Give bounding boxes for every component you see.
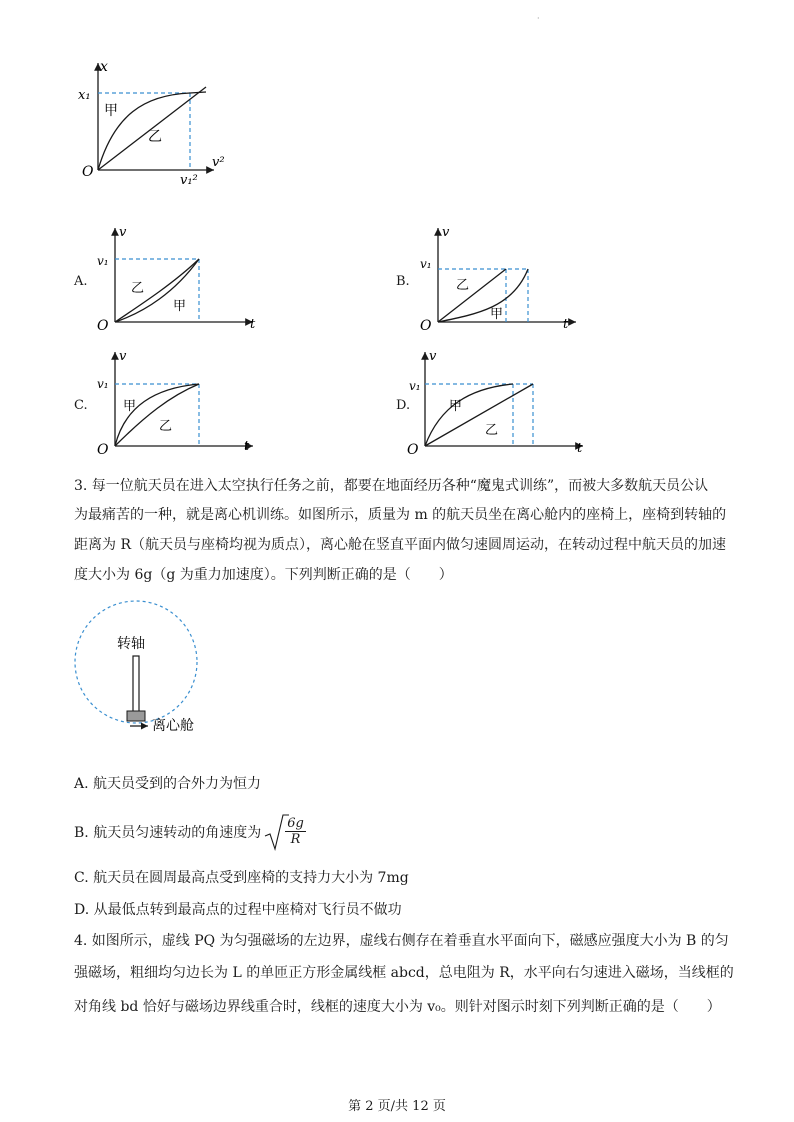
bottom-label: 乙 [159, 419, 173, 434]
x1-tick: x₁ [78, 88, 91, 103]
q3-option-a: A. 航天员受到的合外力为恒力 [74, 776, 262, 792]
cabin-box [127, 711, 145, 721]
q4-line-1: 4. 如图所示，虚线 PQ 为匀强磁场的左边界，虚线右侧存在着垂直水平面向下，磁感应强度大小为 B 的匀 [74, 933, 729, 949]
option-d-graph [405, 346, 590, 461]
q3-line-2: 为最痛苦的一种，就是离心机训练。如图所示，质量为 m 的航天员坐在离心舱内的座椅上，座椅到转轴的 [74, 507, 727, 523]
option-b-letter: B. [396, 274, 410, 289]
fraction-numerator: 6g [287, 816, 304, 831]
origin: O [407, 442, 419, 458]
q3-line-4: 度大小为 6g（g 为重力加速度）。下列判断正确的是（ ） [74, 567, 453, 583]
bottom-label: 甲 [490, 307, 504, 322]
option-d-letter: D. [396, 398, 411, 413]
ylab: v [429, 349, 437, 364]
axis-arm [133, 656, 139, 712]
top-label: 乙 [456, 278, 470, 293]
header-mark: · [537, 14, 540, 23]
q3-option-c: C. 航天员在圆周最高点受到座椅的支持力大小为 7mg [74, 870, 409, 886]
vtick: v₁ [409, 379, 421, 393]
option-a-letter: A. [74, 274, 88, 289]
centrifuge-figure [72, 598, 232, 748]
cabin-label: 离心舱 [152, 718, 194, 734]
xlab: t [577, 441, 583, 456]
ylab: v [119, 225, 127, 240]
origin: O [420, 318, 432, 334]
v1sq-tick: v₁² [180, 173, 198, 188]
sqrt-fraction [285, 816, 306, 848]
xlab: t [250, 317, 256, 332]
ylab: v [442, 225, 450, 240]
vtick: v₁ [420, 257, 432, 271]
q3-option-d: D. 从最低点转到最高点的过程中座椅对飞行员不做功 [74, 902, 402, 918]
line-yi-label: 乙 [148, 129, 162, 145]
x-axis-label: v² [212, 155, 225, 170]
top-label: 甲 [449, 399, 463, 414]
top-label: 甲 [123, 399, 137, 414]
main-figure [74, 55, 244, 190]
q3-option-b [74, 812, 306, 852]
top-label: 乙 [131, 281, 145, 296]
q3-line-3: 距离为 R（航天员与座椅均视为质点），离心舱在竖直平面内做匀速圆周运动，在转动过程中航天员的加速 [74, 537, 726, 553]
xlab: t [563, 317, 569, 332]
bottom-label: 甲 [173, 299, 187, 314]
bottom-label: 乙 [485, 423, 499, 438]
option-c-graph [95, 346, 265, 461]
xlab: t [244, 439, 250, 454]
q3-option-b-prefix: B. 航天员匀速转动的角速度为 [74, 825, 262, 841]
origin-label: O [82, 164, 94, 180]
y-axis-label: x [100, 59, 108, 75]
q4-line-2: 强磁场，粗细均匀边长为 L 的单匝正方形金属线框 abcd，总电阻为 R，水平向右匀速进入磁场，当线框的 [74, 965, 734, 981]
vtick: v₁ [97, 254, 109, 268]
origin: O [97, 442, 109, 458]
curve-jia-label: 甲 [104, 103, 118, 119]
option-a-graph [95, 222, 265, 337]
q3-line-1: 3. 每一位航天员在进入太空执行任务之前，都要在地面经历各种“魔鬼式训练”，而被大多数航天员公认 [74, 478, 709, 494]
ylab: v [119, 349, 127, 364]
origin: O [97, 318, 109, 334]
q4-line-3: 对角线 bd 恰好与磁场边界线重合时，线框的速度大小为 v₀。则针对图示时刻下列判断正确的是（ ） [74, 999, 721, 1015]
option-b-graph [418, 222, 588, 337]
fraction-denominator: R [290, 832, 301, 847]
vtick: v₁ [97, 377, 109, 391]
axis-label: 转轴 [117, 636, 145, 652]
page-footer: 第 2 页/共 12 页 [348, 1099, 446, 1114]
option-c-letter: C. [74, 398, 88, 413]
